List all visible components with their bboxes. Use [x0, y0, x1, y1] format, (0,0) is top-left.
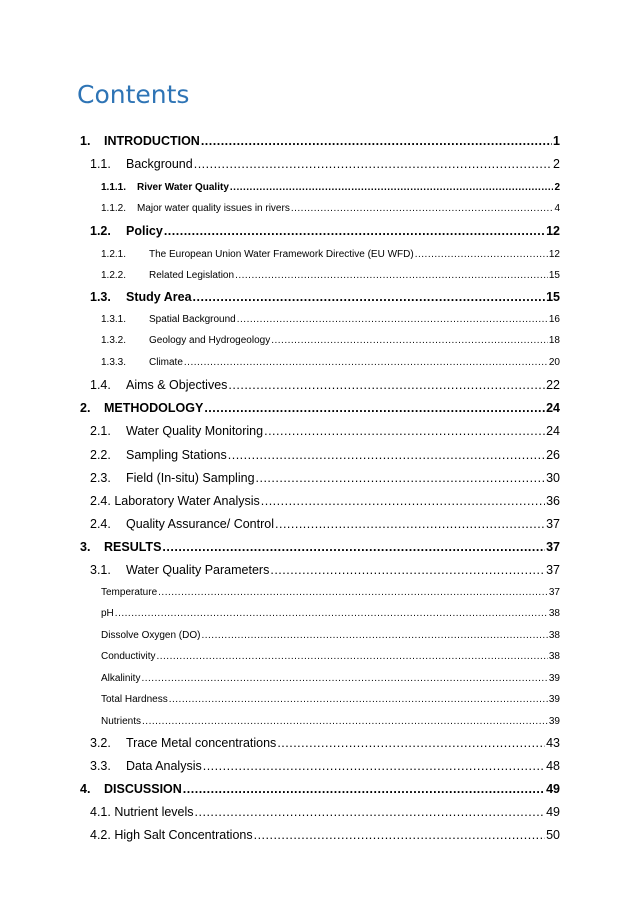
- toc-entry[interactable]: [101, 651, 560, 662]
- toc-leader-dots: [204, 401, 545, 415]
- toc-entry-label: Conductivity: [101, 651, 156, 662]
- toc-entry-number: 1.3.2.: [101, 335, 127, 346]
- toc-leader-dots: [201, 630, 547, 641]
- toc-entry[interactable]: [101, 673, 560, 684]
- toc-entry-label: 4.1. Nutrient levels: [90, 804, 194, 819]
- toc-entry-page-number: 37: [548, 587, 560, 598]
- toc-entry-label: INTRODUCTION: [104, 133, 200, 148]
- toc-leader-dots: [158, 587, 548, 598]
- toc-leader-dots: [193, 290, 546, 304]
- toc-entry-number: 2.1.: [90, 423, 111, 438]
- toc-leader-dots: [230, 182, 554, 193]
- toc-entry-page-number: 30: [546, 470, 560, 485]
- toc-entry-number: 2.: [80, 400, 91, 415]
- toc-entry-page-number: 38: [548, 630, 560, 641]
- toc-entry[interactable]: [90, 157, 560, 171]
- toc-entry-label: Quality Assurance/ Control: [126, 516, 274, 531]
- toc-entry-page-number: 39: [548, 716, 560, 727]
- toc-entry[interactable]: [90, 448, 560, 462]
- toc-entry-page-number: 15: [548, 270, 560, 281]
- toc-entry-number: 4.: [80, 781, 91, 796]
- toc-entry[interactable]: [90, 471, 560, 485]
- toc-leader-dots: [270, 563, 545, 577]
- toc-entry[interactable]: [90, 290, 560, 304]
- toc-entry-number: 1.3.: [90, 289, 111, 304]
- toc-entry-page-number: 49: [546, 781, 560, 796]
- page-title: Contents: [77, 80, 190, 109]
- toc-entry-label: METHODOLOGY: [104, 400, 204, 415]
- toc-entry[interactable]: [90, 759, 560, 773]
- toc-entry-page-number: 15: [546, 289, 560, 304]
- toc-entry[interactable]: [101, 630, 560, 641]
- toc-entry-label: RESULTS: [104, 539, 162, 554]
- toc-leader-dots: [142, 716, 548, 727]
- toc-entry[interactable]: [90, 563, 560, 577]
- toc-leader-dots: [164, 224, 545, 238]
- toc-leader-dots: [183, 782, 545, 796]
- toc-entry-page-number: 24: [546, 423, 560, 438]
- toc-entry[interactable]: [90, 424, 560, 438]
- toc-entry-page-number: 39: [548, 673, 560, 684]
- toc-entry-page-number: 4: [554, 203, 560, 214]
- toc-leader-dots: [228, 378, 545, 392]
- toc-leader-dots: [237, 314, 548, 325]
- toc-entry-number: 1.2.2.: [101, 270, 127, 281]
- toc-entry-number: 1.1.2.: [101, 203, 127, 214]
- toc-entry[interactable]: [101, 249, 560, 260]
- toc-entry-label: The European Union Water Framework Directive (EU WFD): [149, 249, 414, 260]
- toc-entry-number: 3.3.: [90, 758, 111, 773]
- toc-leader-dots: [235, 270, 548, 281]
- toc-entry[interactable]: [80, 782, 560, 796]
- toc-entry-label: Water Quality Parameters: [126, 562, 270, 577]
- toc-entry[interactable]: [90, 736, 560, 750]
- toc-entry[interactable]: [101, 203, 560, 214]
- toc-entry-label: 4.2. High Salt Concentrations: [90, 827, 253, 842]
- toc-entry-page-number: 37: [546, 539, 560, 554]
- toc-entry-page-number: 36: [546, 493, 560, 508]
- toc-entry-number: 2.4.: [90, 516, 111, 531]
- toc-entry-label: Total Hardness: [101, 694, 168, 705]
- toc-entry-page-number: 49: [546, 804, 560, 819]
- toc-entry-label: Study Area: [126, 289, 192, 304]
- toc-entry-number: 1.: [80, 133, 91, 148]
- toc-leader-dots: [254, 828, 546, 842]
- toc-entry-page-number: 12: [546, 223, 560, 238]
- toc-leader-dots: [203, 759, 545, 773]
- toc-leader-dots: [115, 608, 548, 619]
- toc-entry-number: 2.2.: [90, 447, 111, 462]
- toc-entry[interactable]: [101, 587, 560, 598]
- toc-entry-label: Related Legislation: [149, 270, 235, 281]
- toc-entry-label: Policy: [126, 223, 163, 238]
- toc-entry-label: Aims & Objectives: [126, 377, 228, 392]
- toc-entry-page-number: 1: [553, 133, 560, 148]
- toc-leader-dots: [271, 335, 548, 346]
- toc-entry-label: Spatial Background: [149, 314, 236, 325]
- toc-entry[interactable]: [90, 224, 560, 238]
- toc-entry[interactable]: [101, 608, 560, 619]
- toc-entry-page-number: 39: [548, 694, 560, 705]
- toc-leader-dots: [415, 249, 548, 260]
- toc-leader-dots: [195, 805, 546, 819]
- toc-entry[interactable]: [90, 805, 560, 819]
- toc-entry-number: 3.2.: [90, 735, 111, 750]
- toc-leader-dots: [169, 694, 548, 705]
- toc-entry-label: 2.4. Laboratory Water Analysis: [90, 493, 260, 508]
- toc-entry-number: 1.3.1.: [101, 314, 127, 325]
- toc-entry-page-number: 26: [546, 447, 560, 462]
- toc-entry-page-number: 12: [548, 249, 560, 260]
- toc-entry-page-number: 37: [546, 562, 560, 577]
- toc-entry[interactable]: [101, 314, 560, 325]
- toc-entry[interactable]: [90, 378, 560, 392]
- toc-entry-page-number: 43: [546, 735, 560, 750]
- toc-entry-number: 1.2.1.: [101, 249, 127, 260]
- toc-entry-label: Data Analysis: [126, 758, 202, 773]
- toc-leader-dots: [184, 357, 548, 368]
- toc-entry-page-number: 2: [553, 156, 560, 171]
- toc-entry-label: Background: [126, 156, 193, 171]
- toc-entry[interactable]: [80, 401, 560, 415]
- toc-entry[interactable]: [101, 694, 560, 705]
- toc-entry-page-number: 2: [554, 182, 560, 193]
- toc-entry-page-number: 16: [548, 314, 560, 325]
- toc-entry[interactable]: [80, 134, 560, 148]
- toc-entry-label: River Water Quality: [137, 182, 229, 193]
- toc-leader-dots: [156, 651, 547, 662]
- toc-entry[interactable]: [90, 828, 560, 842]
- toc-leader-dots: [291, 203, 554, 214]
- toc-entry-number: 3.1.: [90, 562, 111, 577]
- toc-entry-label: Sampling Stations: [126, 447, 227, 462]
- toc-entry-number: 1.1.1.: [101, 182, 127, 193]
- toc-entry[interactable]: [101, 335, 560, 346]
- toc-leader-dots: [256, 471, 546, 485]
- toc-entry-label: Water Quality Monitoring: [126, 423, 264, 438]
- toc-entry-number: 1.1.: [90, 156, 111, 171]
- toc-entry-number: 1.3.3.: [101, 357, 127, 368]
- toc-entry[interactable]: [80, 540, 560, 554]
- toc-entry-label: Dissolve Oxygen (DO): [101, 630, 201, 641]
- toc-entry-number: 3.: [80, 539, 91, 554]
- toc-entry-page-number: 18: [548, 335, 560, 346]
- toc-entry-label: Climate: [149, 357, 183, 368]
- toc-entry[interactable]: [101, 357, 560, 368]
- toc-leader-dots: [194, 157, 552, 171]
- toc-entry-label: Temperature: [101, 587, 158, 598]
- toc-leader-dots: [141, 673, 547, 684]
- toc-entry-label: Major water quality issues in rivers: [137, 203, 290, 214]
- toc-entry-page-number: 20: [548, 357, 560, 368]
- toc-entry-page-number: 50: [546, 827, 560, 842]
- toc-entry[interactable]: [101, 716, 560, 727]
- toc-entry-number: 1.2.: [90, 223, 111, 238]
- toc-entry-label: DISCUSSION: [104, 781, 182, 796]
- toc-entry[interactable]: [101, 182, 560, 193]
- toc-leader-dots: [162, 540, 545, 554]
- toc-entry[interactable]: [90, 494, 560, 508]
- toc-entry[interactable]: [90, 517, 560, 531]
- toc-leader-dots: [201, 134, 552, 148]
- toc-entry-label: Trace Metal concentrations: [126, 735, 277, 750]
- toc-entry-page-number: 22: [546, 377, 560, 392]
- toc-entry-label: Alkalinity: [101, 673, 141, 684]
- toc-entry-label: Nutrients: [101, 716, 142, 727]
- toc-entry-page-number: 48: [546, 758, 560, 773]
- toc-leader-dots: [261, 494, 545, 508]
- toc-entry-label: Geology and Hydrogeology: [149, 335, 271, 346]
- toc-entry-number: 2.3.: [90, 470, 111, 485]
- toc-entry-page-number: 24: [546, 400, 560, 415]
- toc-entry-label: Field (In-situ) Sampling: [126, 470, 255, 485]
- toc-entry[interactable]: [101, 270, 560, 281]
- toc-entry-label: pH: [101, 608, 114, 619]
- toc-leader-dots: [264, 424, 545, 438]
- toc-entry-number: 1.4.: [90, 377, 111, 392]
- toc-leader-dots: [228, 448, 545, 462]
- toc-entry-page-number: 38: [548, 651, 560, 662]
- toc-entry-page-number: 37: [546, 516, 560, 531]
- toc-leader-dots: [275, 517, 545, 531]
- toc-leader-dots: [277, 736, 545, 750]
- toc-entry-page-number: 38: [548, 608, 560, 619]
